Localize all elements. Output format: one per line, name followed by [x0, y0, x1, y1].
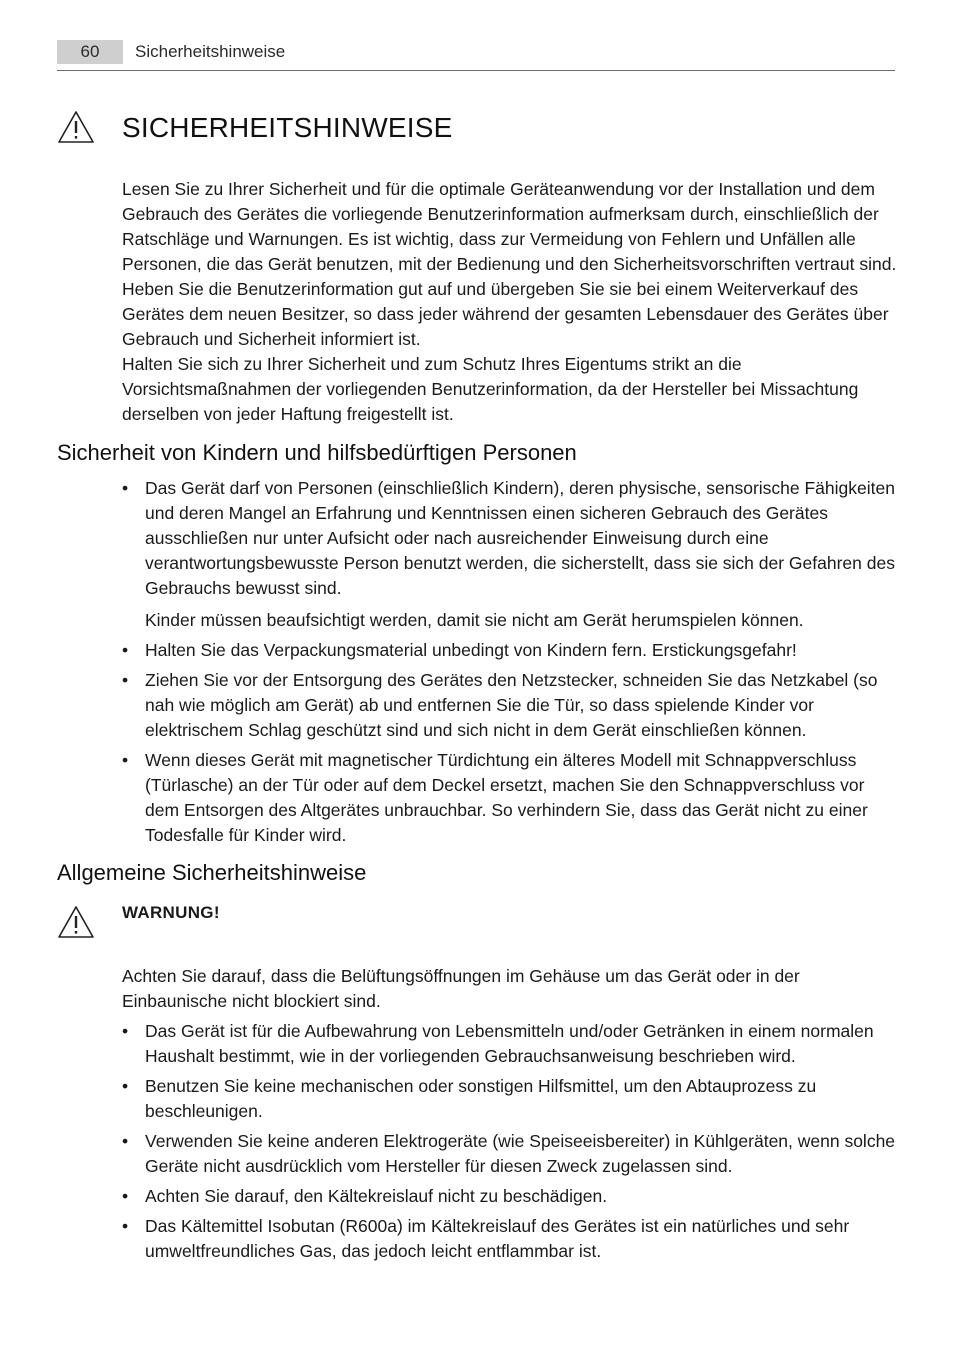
- list-item: • Halten Sie das Verpackungsmaterial unbedingt von Kindern fern. Erstickungsgefahr!: [122, 638, 897, 663]
- bullet-icon: •: [122, 1131, 129, 1151]
- warning-triangle-icon: [57, 110, 95, 144]
- page-header: [57, 38, 895, 71]
- warning-text: Achten Sie darauf, dass die Belüftungsöffnungen im Gehäuse um das Gerät oder in der Einbaunische nicht blockiert sind.: [122, 966, 800, 1011]
- list-item: • Verwenden Sie keine anderen Elektrogeräte (wie Speiseeisbereiter) in Kühlgeräten, wenn solche Geräte nicht ausdrücklich vom Hersteller für diesen Zweck zugelassen sind.: [122, 1131, 896, 1176]
- list-item: • Das Gerät darf von Personen (einschließlich Kindern), deren physische, sensorische Fähigkeiten und deren Mangel an Erfahrung und Kenntnissen einen sicheren Gebrauch des Gerätes ausschließen nur unter Aufsicht oder nach ausreichender Einweisung durch eine verantwortungsbewusste Person benutzt werden, die sicherstellt, dass sie sich der Gefahren des Gebrauchs bewusst sind.: [122, 478, 895, 598]
- list-item: • Ziehen Sie vor der Entsorgung des Gerätes den Netzstecker, schneiden Sie das Netzkabel (so nah wie möglich am Gerät) ab und entfernen Sie die Tür, so dass spielende Kinder vor elektrischem Schlag geschützt sind und sich nicht in dem Gerät einschließen können.: [122, 670, 878, 740]
- warning-triangle-icon: [57, 905, 95, 939]
- intro-paragraph-1: Lesen Sie zu Ihrer Sicherheit und für die optimale Geräteanwendung vor der Installation und dem Gebrauch des Gerätes die vorliegende Benutzerinformation aufmerksam durch, einschließlich der Ratschläge und Warnungen. Es ist wichtig, dass zur Vermeidung von Fehlern und Unfällen alle Personen, die das Gerät benutzen, mit der Bedienung und den Sicherheitsvorschriften vertraut sind. Heben Sie die Benutzerinformation gut auf und übergeben Sie sie bei einem Weiterverkauf des Gerätes dem neuen Besitzer, so dass jeder während der gesamten Lebensdauer des Gerätes über Gebrauch und Sicherheit informiert ist.: [122, 179, 897, 349]
- children-bullet-list: [122, 476, 897, 853]
- intro-paragraph-2: Halten Sie sich zu Ihrer Sicherheit und zum Schutz Ihres Eigentums strikt an die Vorsichtsmaßnahmen der vorliegenden Benutzerinformation, da der Hersteller bei Missachtung derselben von jeder Haftung freigestellt ist.: [122, 354, 859, 424]
- header-section-title: Sicherheitshinweise: [135, 42, 286, 61]
- page-title: SICHERHEITSHINWEISE: [122, 112, 453, 143]
- bullet-icon: •: [122, 478, 129, 498]
- bullet-icon: •: [122, 1216, 129, 1236]
- bullet-icon: •: [122, 1021, 129, 1041]
- children-note: Kinder müssen beaufsichtigt werden, damit sie nicht am Gerät herumspielen können.: [145, 610, 804, 630]
- bullet-icon: •: [122, 1076, 129, 1096]
- page-number: 60: [57, 40, 123, 64]
- general-bullet-list: [122, 1019, 897, 1269]
- list-item: • Wenn dieses Gerät mit magnetischer Türdichtung ein älteres Modell mit Schnappverschluss (Türlasche) an der Tür oder auf dem Deckel ersetzt, machen Sie den Schnappverschluss vor dem Entsorgen des Altgerätes unbrauchbar. So verhindern Sie, dass das Gerät nicht zu einer Todesfalle für Kinder wird.: [122, 750, 868, 845]
- list-item: • Benutzen Sie keine mechanischen oder sonstigen Hilfsmittel, um den Abtauprozess zu beschleunigen.: [122, 1076, 817, 1121]
- list-item: • Achten Sie darauf, den Kältekreislauf nicht zu beschädigen.: [122, 1184, 897, 1209]
- bullet-icon: •: [122, 640, 129, 660]
- list-item: • Das Kältemittel Isobutan (R600a) im Kältekreislauf des Gerätes ist ein natürliches und sehr umweltfreundliches Gas, das jedoch leicht entflammbar ist.: [122, 1216, 850, 1261]
- bullet-icon: •: [122, 670, 129, 690]
- list-item: • Das Gerät ist für die Aufbewahrung von Lebensmitteln und/oder Getränken in einem normalen Haushalt bestimmt, wie in der vorliegenden Gebrauchsanweisung beschrieben wird.: [122, 1021, 874, 1066]
- warning-label: WARNUNG!: [122, 903, 220, 922]
- bullet-icon: •: [122, 1186, 129, 1206]
- bullet-icon: •: [122, 750, 129, 770]
- general-section-heading: Allgemeine Sicherheitshinweise: [57, 860, 367, 885]
- children-section-heading: Sicherheit von Kindern und hilfsbedürftigen Personen: [57, 440, 577, 465]
